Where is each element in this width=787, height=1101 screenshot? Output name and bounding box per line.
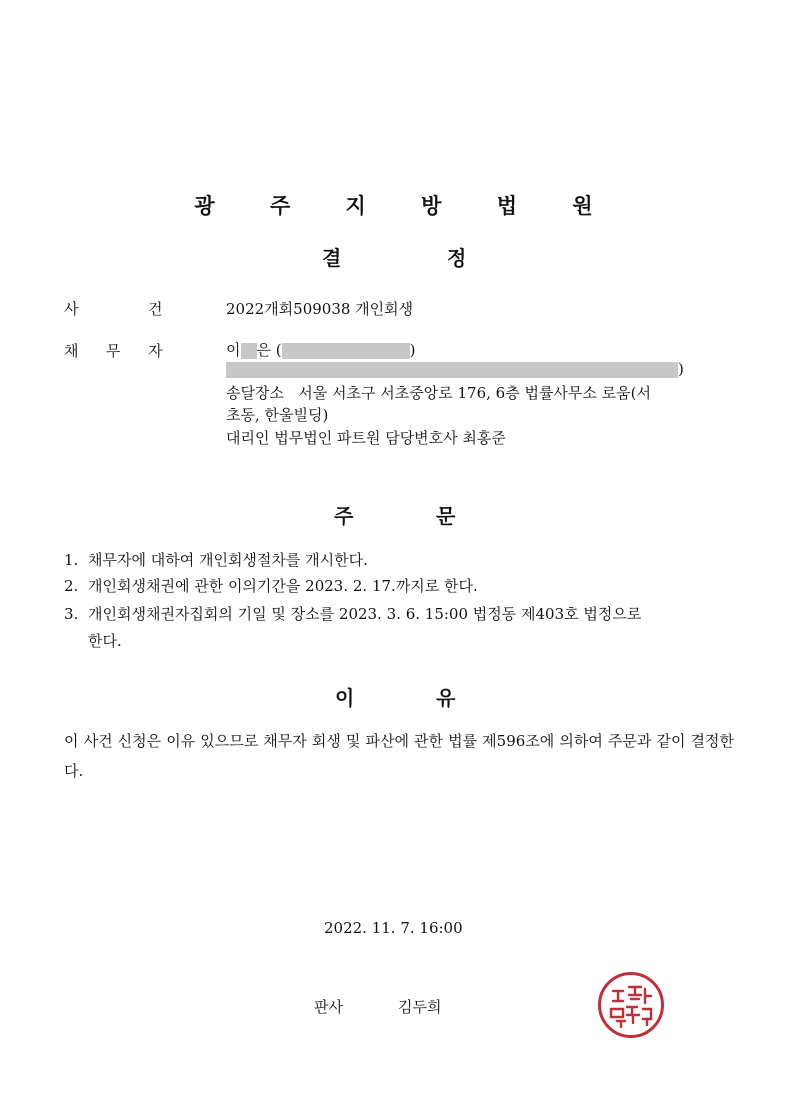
decision-date: 2022. 11. 7. 16:00 bbox=[324, 919, 463, 937]
order-item-1: 1. 채무자에 대하여 개인회생절차를 개시한다. bbox=[64, 551, 368, 569]
debtor-label-char-2: 무 bbox=[106, 342, 121, 360]
order-item-2: 2. 개인회생채권에 관한 이의기간을 2023. 2. 17.까지로 한다. bbox=[64, 577, 478, 595]
case-number: 2022개회509038 개인회생 bbox=[226, 300, 414, 318]
case-label-char-2: 건 bbox=[148, 300, 163, 318]
service-address-line-2: 초동, 한울빌딩) bbox=[226, 406, 329, 424]
decision-title-char-1: 결 bbox=[322, 246, 342, 270]
reason-text: 이 사건 신청은 이유 있으므로 채무자 회생 및 파산에 관한 법률 제596조에 의하여 주문과 같이 결정한다. bbox=[64, 732, 734, 780]
debtor-label-char-3: 자 bbox=[148, 342, 163, 360]
order-heading-char-2: 문 bbox=[436, 504, 456, 528]
debtor-name-last: 은 bbox=[256, 341, 271, 359]
redacted-name-block bbox=[241, 343, 257, 359]
debtor-name-line bbox=[226, 339, 416, 360]
service-label: 송달장소 bbox=[226, 384, 284, 402]
redacted-id-block bbox=[282, 343, 410, 359]
open-paren: ( bbox=[275, 341, 282, 359]
order-item-3-cont: 한다. bbox=[88, 632, 122, 650]
judge-seal-stamp bbox=[598, 972, 664, 1038]
service-address-line-1 bbox=[226, 382, 651, 403]
representative: 대리인 법무법인 파트원 담당변호사 최홍준 bbox=[226, 429, 506, 447]
judge-name: 김두희 bbox=[398, 998, 442, 1016]
order-heading-char-1: 주 bbox=[334, 504, 354, 528]
reason-heading-char-1: 이 bbox=[335, 686, 355, 710]
judge-title: 판사 bbox=[314, 998, 343, 1016]
case-label-char-1: 사 bbox=[64, 300, 79, 318]
reason-heading-char-2: 유 bbox=[436, 686, 456, 710]
debtor-label-char-1: 채 bbox=[64, 342, 79, 360]
address-close-paren: ) bbox=[678, 360, 684, 378]
order-item-3: 3. 개인회생채권자집회의 기일 및 장소를 2023. 3. 6. 15:00 법정동 제403호 법정으로 bbox=[64, 605, 642, 623]
seal-glyph-icon bbox=[601, 975, 661, 1035]
decision-title-char-2: 정 bbox=[447, 246, 467, 270]
close-paren: ) bbox=[409, 341, 416, 359]
court-title: 광 주 지 방 법 원 bbox=[194, 194, 617, 218]
service-address-1: 서울 서초구 서초중앙로 176, 6층 법률사무소 로움(서 bbox=[298, 384, 651, 402]
debtor-address-line bbox=[226, 360, 684, 378]
redacted-address-block bbox=[226, 362, 678, 378]
debtor-name-first: 이 bbox=[226, 341, 241, 359]
